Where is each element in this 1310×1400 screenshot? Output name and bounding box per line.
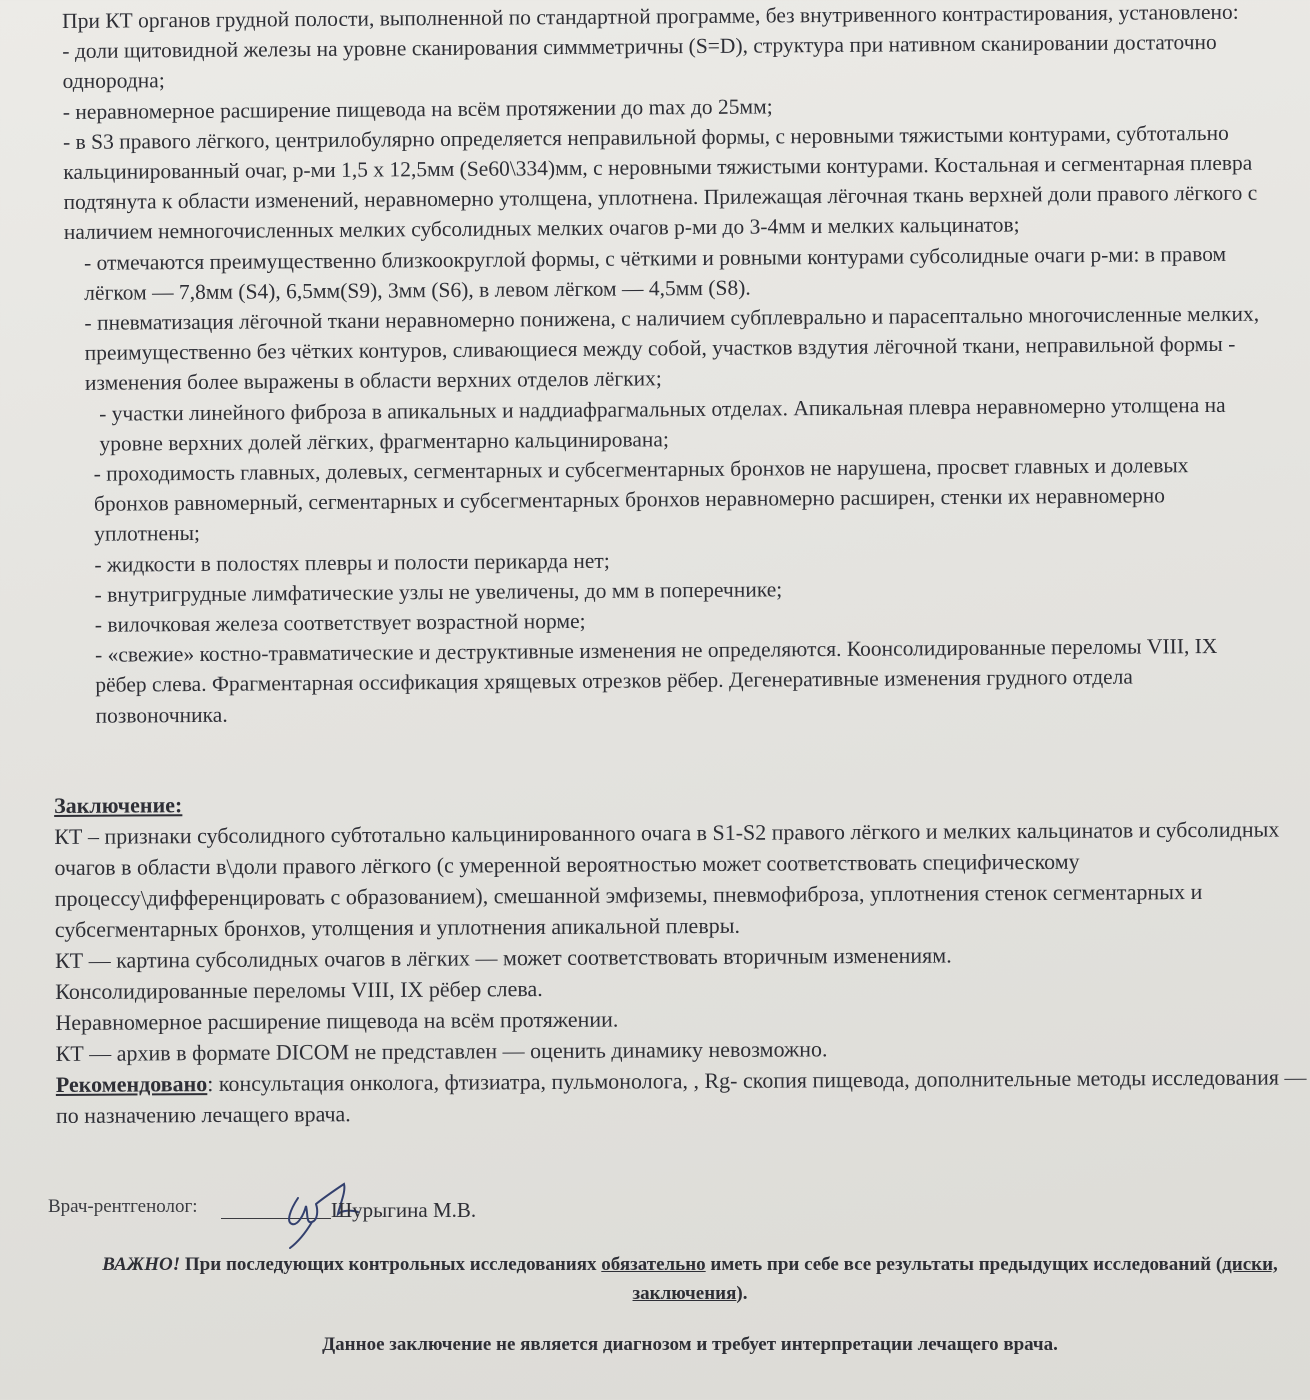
recommendation-text: : консультация онколога, фтизиатра, пульмонолога, , Rg- скопия пищевода, дополнительные методы исследования — по назначению лечащего врача.: [55, 1064, 1307, 1128]
finding-thyroid: - доли щитовидной железы на уровне сканирования симмметричны (S=D), структура при нативном сканировании достаточно однородна;: [62, 30, 1217, 94]
notice-emphasis: диски, заключения: [632, 1254, 1278, 1304]
conclusion-paragraph: Консолидированные переломы VIII, IX рёбер слева.: [55, 976, 543, 1004]
doctor-name: Шурыгина М.В.: [331, 1198, 477, 1222]
notice-part: иметь при себе все результаты предыдущих исследований (: [705, 1254, 1223, 1275]
recommendation: [56, 1061, 1310, 1131]
notice-important-label: ВАЖНО!: [102, 1254, 181, 1275]
recommendation-heading: Рекомендовано: [55, 1071, 208, 1097]
conclusion-paragraph: КТ — картина субсолидных очагов в лёгких — может соответствовать вторичным изменениям.: [54, 942, 952, 973]
conclusion-paragraph: КТ — архив в формате DICOM не представлен — оценить динамику невозможно.: [55, 1036, 828, 1066]
finding-lymph-nodes: - внутригрудные лимфатические узлы не увеличены, до мм в поперечнике;: [94, 577, 783, 607]
finding-subsolid-foci: - отмечаются преимущественно близкоокруглой формы, с чёткими и ровными контурами субсолидные очаги р-ми: в правом лёгком — 7,8мм (S4), 6,5мм(S9), 3мм (S6), в левом лёгком — 4,5мм (S8).: [83, 241, 1227, 305]
finding-fibrosis: - участки линейного фиброза в апикальных и наддиафрагмальных отделах. Апикальная плевра неравномерно утолщена на уровне верхних долей лёгких, фрагментарно кальцинирована;: [99, 392, 1226, 456]
signature-label: Врач-рентгенолог:: [48, 1196, 198, 1217]
notice-part: При последующих контрольных исследованиях: [180, 1254, 602, 1275]
notice-part: ).: [736, 1283, 748, 1304]
notice-emphasis: обязательно: [601, 1254, 706, 1275]
finding-fluid: - жидкости в полостях плевры и полости перикарда нет;: [94, 548, 610, 577]
finding-bones: - «свежие» костно-травматические и деструктивные изменения не определяются. Коонсолидированные переломы VIII, IX рёбер слева. Фрагментарная оссификация хрящевых отрезков рёбер. Дегенеративные изменения грудного отдела позвоночника.: [95, 634, 1218, 728]
finding-pneumatization: - пневматизация лёгочной ткани неравномерно понижена, с наличием субплеврально и парасептально многочисленные мелких, преимущественно без чётких контуров, сливающиеся между собой, участков вздутия лёгочной ткани, неправильной формы - изменения более выражены в области верхних отделов лёгких;: [84, 301, 1260, 396]
findings-intro: При КТ органов грудной полости, выполненной по стандартной программе, без внутривенного контрастирования, установлено:: [62, 0, 1239, 33]
finding-esophagus: - неравномерное расширение пищевода на всём протяжении до max до 25мм;: [62, 94, 773, 124]
finding-thymus: - вилочковая железа соответствует возрастной норме;: [94, 608, 586, 637]
important-notice: [60, 1250, 1310, 1308]
conclusion-paragraph: Неравномерное расширение пищевода на всём протяжении.: [55, 1006, 619, 1035]
findings-section: [62, 0, 1268, 731]
conclusion-section: [54, 782, 1310, 1131]
finding-s3-focus: - в S3 правого лёгкого, центрилобулярно определяется неправильной формы, с неровными тяжистыми контурами, субтотально кальцинированный очаг, р-ми 1,5 х 12,5мм (Se60\334)мм, с неровными тяжистыми контурами. Костальная и сегментарная плевра подтянута к области изменений, неравномерно утолщена, уплотнена. Прилежащая лёгочная ткань верхней доли правого лёгкого с наличием немногочисленных мелких субсолидных мелких очагов р-ми до 3-4мм и мелких кальцинатов;: [62, 120, 1258, 245]
signature-block: [48, 1192, 748, 1252]
notice-text: [60, 1250, 1310, 1308]
finding-bronchi: - проходимость главных, долевых, сегментарных и субсегментарных бронхов не нарушена, просвет главных и долевых бронхов равномерный, сегментарных и субсегментарных бронхов неравномерно расширен, стенки их неравномерно уплотнены;: [93, 453, 1189, 547]
conclusion-paragraph: КТ – признаки субсолидного субтотально кальцинированного очага в S1-S2 правого лёгкого и мелких кальцинатов и субсолидных очагов в области в\доли правого лёгкого (с умеренной вероятностью может соответствовать специфическому процессу\дифференцировать с образованием), смешанной эмфиземы, пневмофиброза, уплотнения стенок сегментарных и субсегментарных бронхов, утолщения и уплотнения апикальной плевры.: [54, 816, 1280, 942]
conclusion-heading: Заключение:: [54, 792, 183, 818]
disclaimer-footer: Данное заключение не является диагнозом и требует интерпретации лечащего врача.: [322, 1334, 1058, 1355]
